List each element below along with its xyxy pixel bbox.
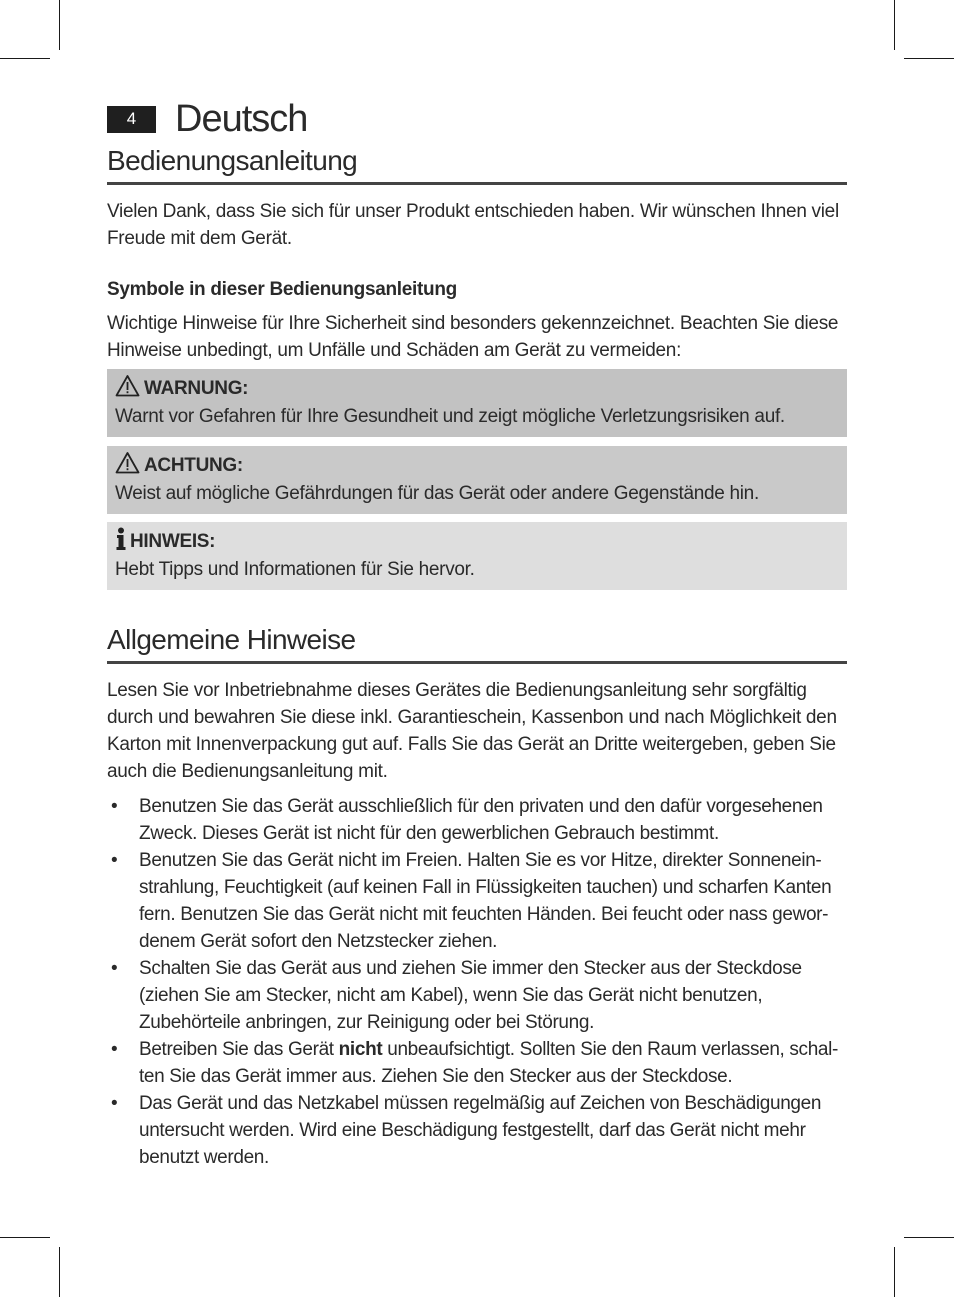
notice-warning bbox=[107, 369, 847, 437]
list-item bbox=[107, 1036, 852, 1090]
symbols-heading: Symbole in dieser Bedienungsanleitung bbox=[107, 279, 457, 300]
page-number: 4 bbox=[107, 106, 156, 133]
info-icon bbox=[115, 527, 127, 557]
crop-mark bbox=[59, 1247, 60, 1297]
list-item-text: Betreiben Sie das Gerät bbox=[139, 1039, 339, 1060]
list-item-text: unbeaufsichtigt. Sollten Sie den Raum verlassen, schal-ten Sie das Gerät immer aus. Ziehen Sie den Stecker aus der Steckdose. bbox=[139, 1039, 838, 1087]
crop-mark bbox=[59, 0, 60, 50]
crop-mark bbox=[894, 1247, 895, 1297]
list-item: • Das Gerät und das Netzkabel müssen regelmäßig auf Zeichen von Beschädigungen untersucht werden. Wird eine Beschädigung festgestellt, darf das Gerät nicht mehr benutzt werden. bbox=[107, 1090, 852, 1171]
crop-mark bbox=[904, 58, 954, 59]
crop-mark bbox=[904, 1237, 954, 1238]
general-intro-paragraph: Lesen Sie vor Inbetriebnahme dieses Gerätes die Bedienungsanleitung sehr sorgfältig durch und bewahren Sie diese inkl. Garantieschein, Kassenbon und nach Möglichkeit den Karton mit Innenverpackung gut auf. Falls Sie das Gerät an Dritte weitergeben, geben Sie auch die Bedienungsanleitung mit. bbox=[107, 680, 837, 782]
section-title-allgemeine-hinweise: Allgemeine Hinweise bbox=[107, 624, 847, 664]
notice-warning-label-row bbox=[115, 375, 847, 402]
list-item: • Schalten Sie das Gerät aus und ziehen Sie immer den Stecker aus der Steckdose (ziehen Sie am Stecker, nicht am Kabel), wenn Sie das Gerät nicht benutzen, Zubehörteile anbringen, zur Reinigung oder bei Störung. bbox=[107, 955, 852, 1036]
notice-label: ACHTUNG: bbox=[144, 454, 243, 476]
safety-bullet-list bbox=[107, 793, 852, 1171]
section-title-bedienungsanleitung: Bedienungsanleitung bbox=[107, 145, 847, 185]
notice-label: HINWEIS: bbox=[130, 530, 216, 552]
crop-mark bbox=[0, 1237, 50, 1238]
notice-caution-label-row bbox=[115, 452, 847, 479]
notice-caution bbox=[107, 446, 847, 514]
notice-text: Hebt Tipps und Informationen für Sie hervor. bbox=[115, 559, 475, 580]
emphasis-text: nicht bbox=[338, 1039, 383, 1060]
notice-label: WARNUNG: bbox=[144, 377, 249, 399]
list-item: • Benutzen Sie das Gerät ausschließlich für den privaten und den dafür vorgesehenen Zweck. Dieses Gerät ist nicht für den gewerblichen Gebrauch bestimmt. bbox=[107, 793, 852, 847]
crop-mark bbox=[894, 0, 895, 50]
notice-text: Warnt vor Gefahren für Ihre Gesundheit und zeigt mögliche Verletzungsrisiken auf. bbox=[115, 406, 785, 427]
notice-hint bbox=[107, 522, 847, 590]
notice-hint-label-row bbox=[115, 528, 847, 555]
warning-triangle-icon bbox=[115, 451, 140, 480]
notice-text: Weist auf mögliche Gefährdungen für das Gerät oder andere Gegenstände hin. bbox=[115, 483, 759, 504]
symbols-paragraph: Wichtige Hinweise für Ihre Sicherheit sind besonders gekennzeichnet. Beachten Sie diese Hinweise unbedingt, um Unfälle und Schäden am Gerät zu vermeiden: bbox=[107, 313, 839, 361]
list-item: • Benutzen Sie das Gerät nicht im Freien. Halten Sie es vor Hitze, direkter Sonnenein-strahlung, Feuchtigkeit (auf keinen Fall in Flüssigkeiten tauchen) und scharfen Kanten fern. Benutzen Sie das Gerät nicht mit feuchten Händen. Bei feucht oder nass gewor-denem Gerät sofort den Netzstecker ziehen. bbox=[107, 847, 852, 955]
intro-paragraph: Vielen Dank, dass Sie sich für unser Produkt entschieden haben. Wir wünschen Ihnen viel Freude mit dem Gerät. bbox=[107, 201, 839, 249]
crop-mark bbox=[0, 58, 50, 59]
page-header bbox=[107, 96, 307, 142]
language-title: Deutsch bbox=[175, 97, 308, 140]
warning-triangle-icon bbox=[115, 374, 140, 403]
